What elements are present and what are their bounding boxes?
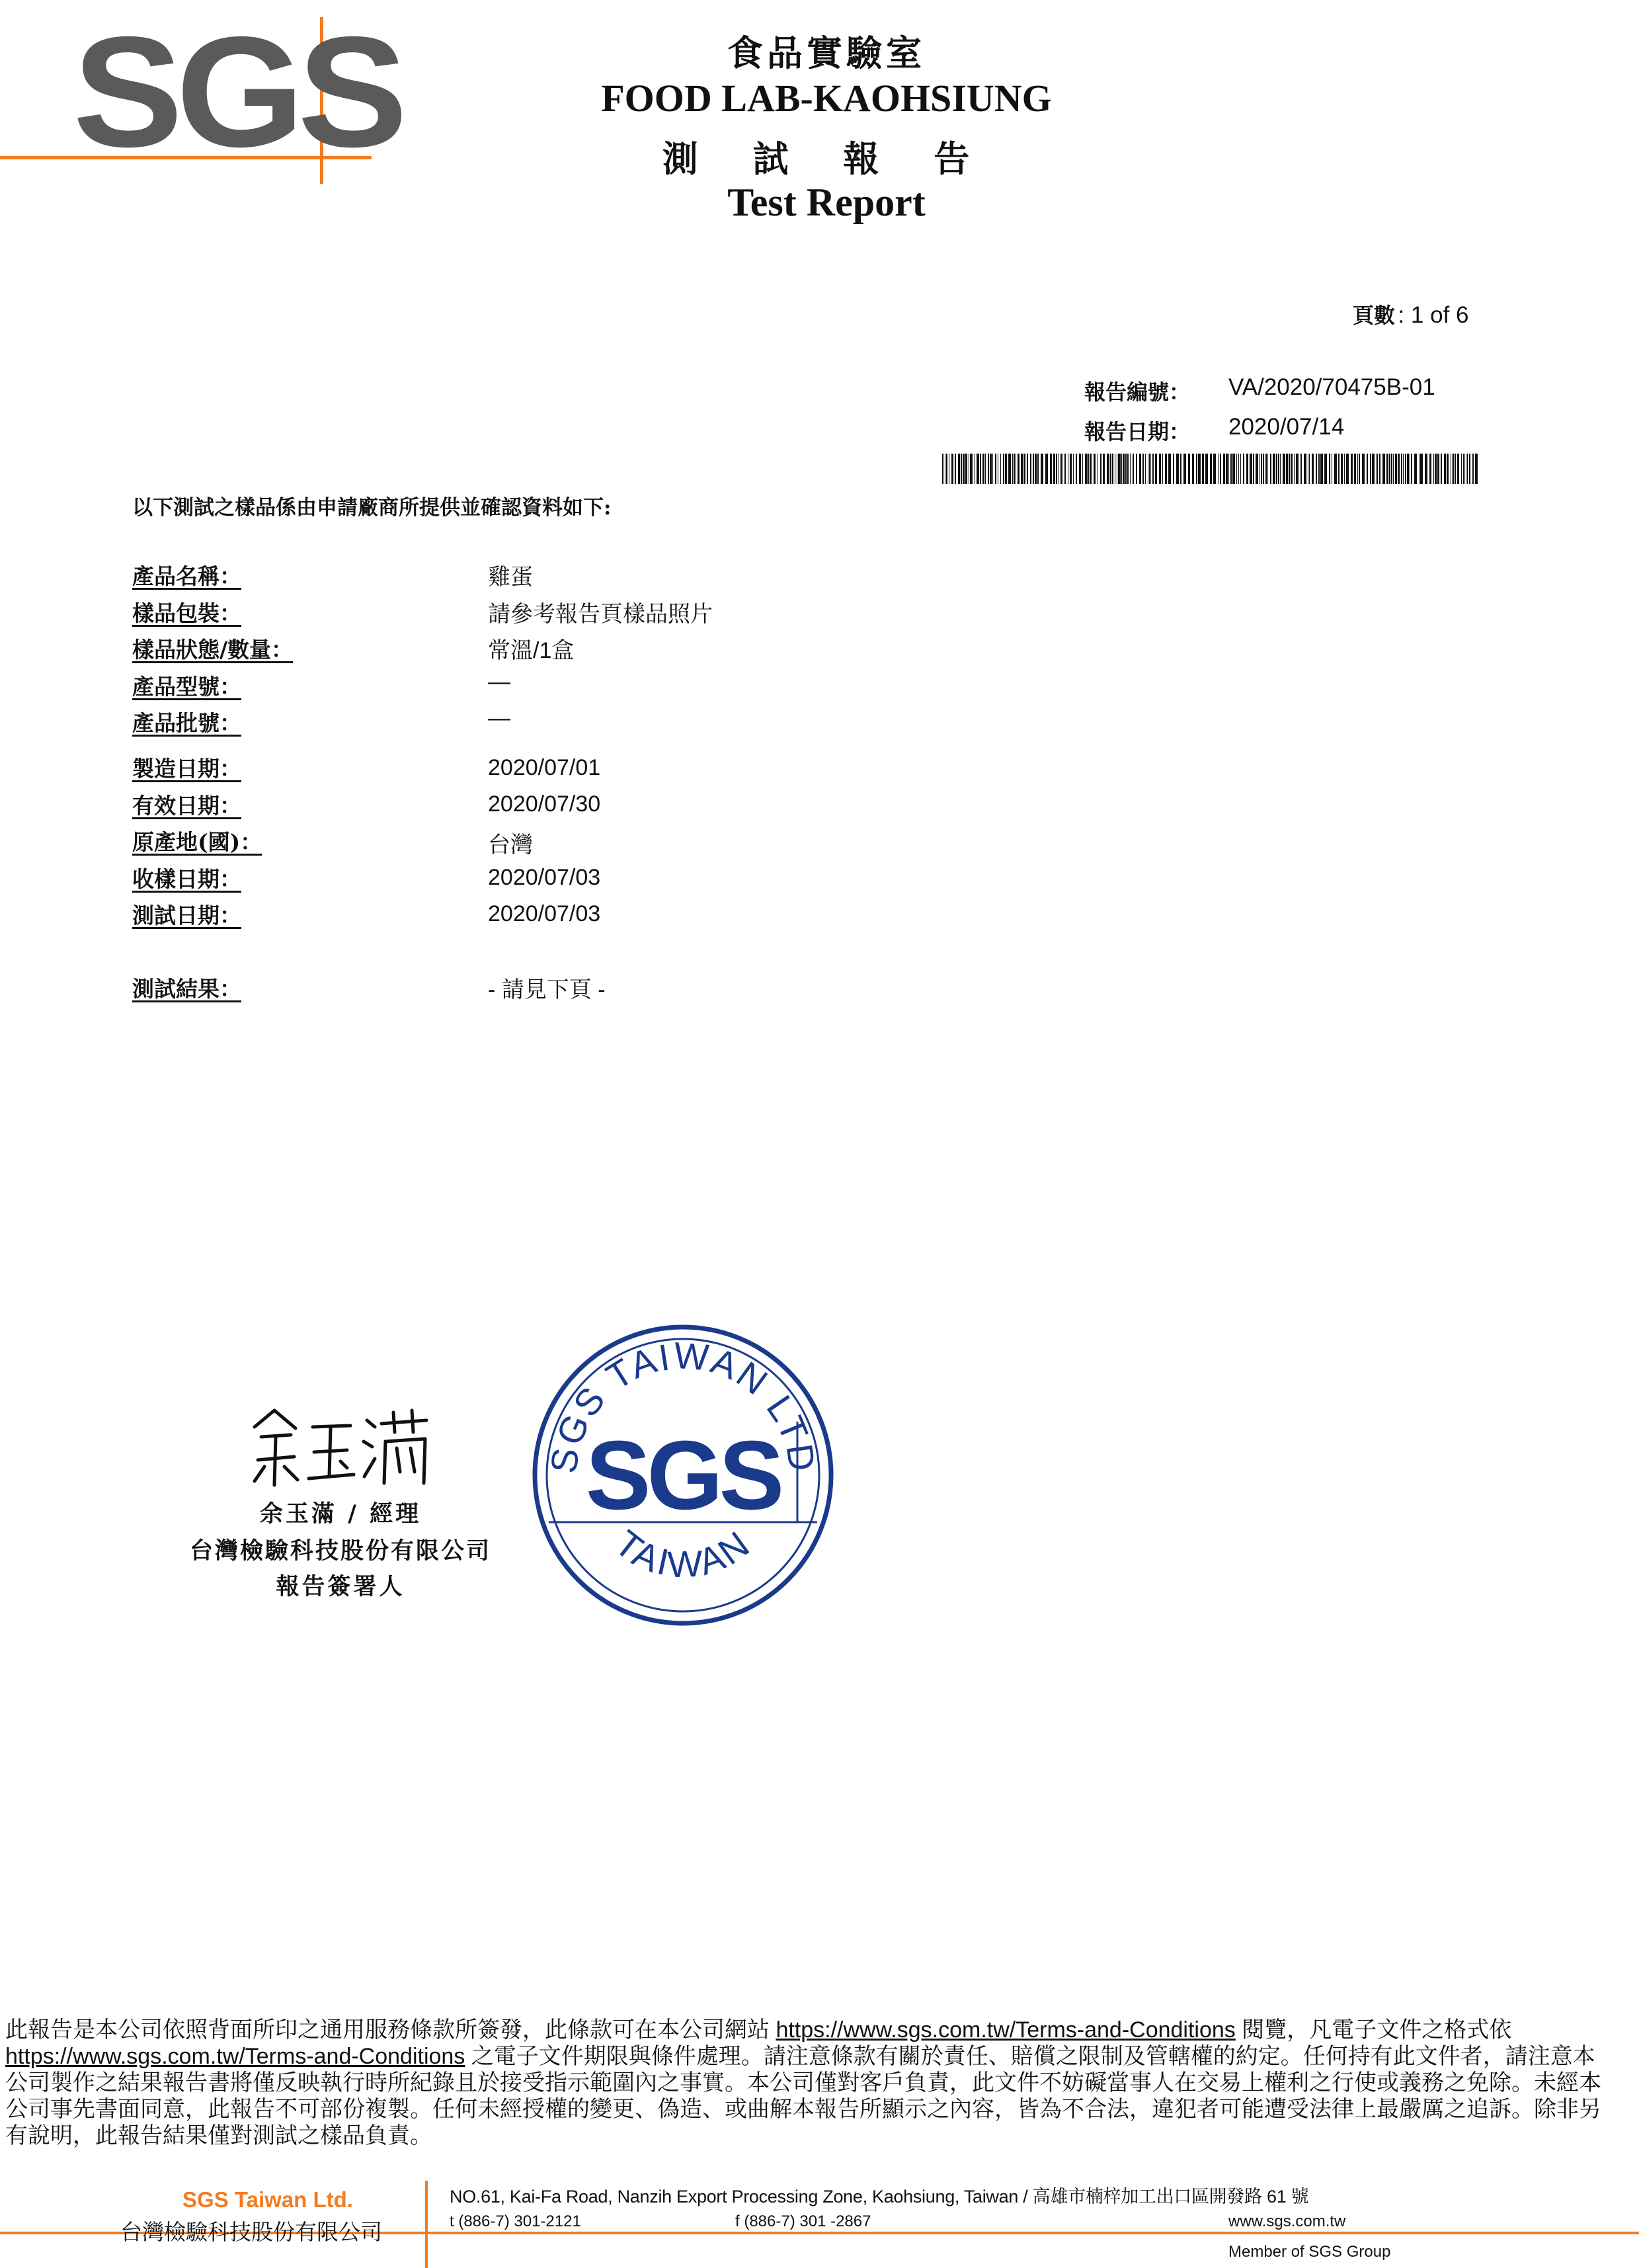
report-no-label: 報告編號： xyxy=(1084,380,1191,405)
handwritten-signature xyxy=(235,1400,433,1493)
footer-member: Member of SGS Group xyxy=(1228,2243,1391,2261)
page-count xyxy=(1353,299,1469,329)
field-label-origin: 原產地(國)： xyxy=(132,829,262,855)
result-value: - 請見下頁 - xyxy=(488,977,606,1002)
footer-fax: f (886-7) 301 -2867 xyxy=(735,2212,871,2230)
terms-link-1[interactable]: https://www.sgs.com.tw/Terms-and-Conditions xyxy=(776,2017,1236,2043)
disclaimer-part3: 之電子文件期限與條件處理。請注意條款有關於責任、賠償之限制及管轄權的約定。任何持有此文件者，請注意本公司製作之結果報告書將僅反映執行時所紀錄且於接受指示範圍內之事實。本公司僅對客戶負責，此文件不妨礙當事人在交易上權利之行使或義務之免除。未經本公司事先書面同意，此報告不可部份複製。任何未經授權的變更、偽造、或曲解本報告所顯示之內容，皆為不合法，違犯者可能遭受法律上最嚴厲之追訴。除非另有說明，此報告結果僅對測試之樣品負責。 xyxy=(5,2044,1601,2148)
lab-name-en: FOOD LAB-KAOHSIUNG xyxy=(601,77,1052,120)
field-value-exp-date: 2020/07/30 xyxy=(488,791,601,817)
field-label-received-date: 收樣日期： xyxy=(132,866,241,892)
field-label-condition: 樣品狀態/數量： xyxy=(132,637,294,663)
field-label-mfg-date: 製造日期： xyxy=(132,756,241,782)
report-date-value: 2020/07/14 xyxy=(1228,414,1345,440)
field-value-received-date: 2020/07/03 xyxy=(488,865,601,890)
footer-divider-vertical xyxy=(425,2181,428,2268)
field-value-origin: 台灣 xyxy=(488,832,533,858)
field-label-batch: 產品批號： xyxy=(132,710,241,736)
field-label-packaging: 樣品包裝： xyxy=(132,600,241,626)
intro-text: 以下測試之樣品係由申請廠商所提供並確認資料如下: xyxy=(132,496,612,520)
seal-top-text: SGS TAIWAN LTD xyxy=(542,1334,824,1476)
field-label-product-name: 產品名稱： xyxy=(132,563,241,589)
page-label: 頁數 xyxy=(1353,303,1396,328)
report-title-en: Test Report xyxy=(727,181,926,224)
footer-address: NO.61, Kai-Fa Road, Nanzih Export Processing Zone, Kaohsiung, Taiwan / 高雄市楠梓加工出口區開發路 61 號 xyxy=(450,2187,1309,2207)
field-label-test-date: 測試日期： xyxy=(132,903,241,928)
field-value-product-name: 雞蛋 xyxy=(488,565,533,590)
disclaimer xyxy=(5,2017,1605,2149)
footer-company-en: SGS Taiwan Ltd. xyxy=(182,2187,353,2212)
seal-bottom-text: TAIWAN xyxy=(607,1521,759,1586)
barcode xyxy=(942,454,1479,484)
page-value: : 1 of 6 xyxy=(1398,302,1469,328)
report-no-value: VA/2020/70475B-01 xyxy=(1228,374,1435,400)
report-title-cn: 測 試 報 告 xyxy=(662,138,991,180)
field-value-mfg-date: 2020/07/01 xyxy=(488,755,601,780)
field-value-test-date: 2020/07/03 xyxy=(488,901,601,926)
signatory-role: 報告簽署人 xyxy=(276,1573,405,1600)
footer-tel: t (886-7) 301-2121 xyxy=(450,2212,581,2230)
svg-text:TAIWAN xyxy=(608,1521,759,1585)
footer-website[interactable]: www.sgs.com.tw xyxy=(1228,2212,1346,2230)
terms-link-2[interactable]: https://www.sgs.com.tw/Terms-and-Conditions xyxy=(5,2044,465,2069)
signatory-company: 台灣檢驗科技股份有限公司 xyxy=(189,1537,491,1564)
lab-name-cn: 食品實驗室 xyxy=(727,32,926,74)
footer-company-cn: 台灣檢驗科技股份有限公司 xyxy=(120,2219,382,2245)
sgs-taiwan-seal xyxy=(530,1322,836,1628)
sgs-logo: SGS xyxy=(73,5,401,180)
report-date-label: 報告日期： xyxy=(1084,419,1191,444)
field-value-model: — xyxy=(488,669,510,694)
field-label-model: 產品型號： xyxy=(132,674,241,700)
field-value-condition: 常溫/1盒 xyxy=(488,638,575,663)
field-value-packaging: 請參考報告頁樣品照片 xyxy=(488,602,713,627)
disclaimer-part1: 此報告是本公司依照背面所印之通用服務條款所簽發，此條款可在本公司網站 xyxy=(5,2017,776,2043)
result-label: 測試結果： xyxy=(132,976,241,1002)
field-value-batch: — xyxy=(488,706,510,731)
seal-center-text: SGS xyxy=(585,1421,781,1530)
field-label-exp-date: 有效日期： xyxy=(132,793,241,819)
disclaimer-part2: 閱覽，凡電子文件之格式依 xyxy=(1235,2017,1512,2043)
signatory-name-title: 余玉滿 / 經理 xyxy=(259,1500,422,1527)
